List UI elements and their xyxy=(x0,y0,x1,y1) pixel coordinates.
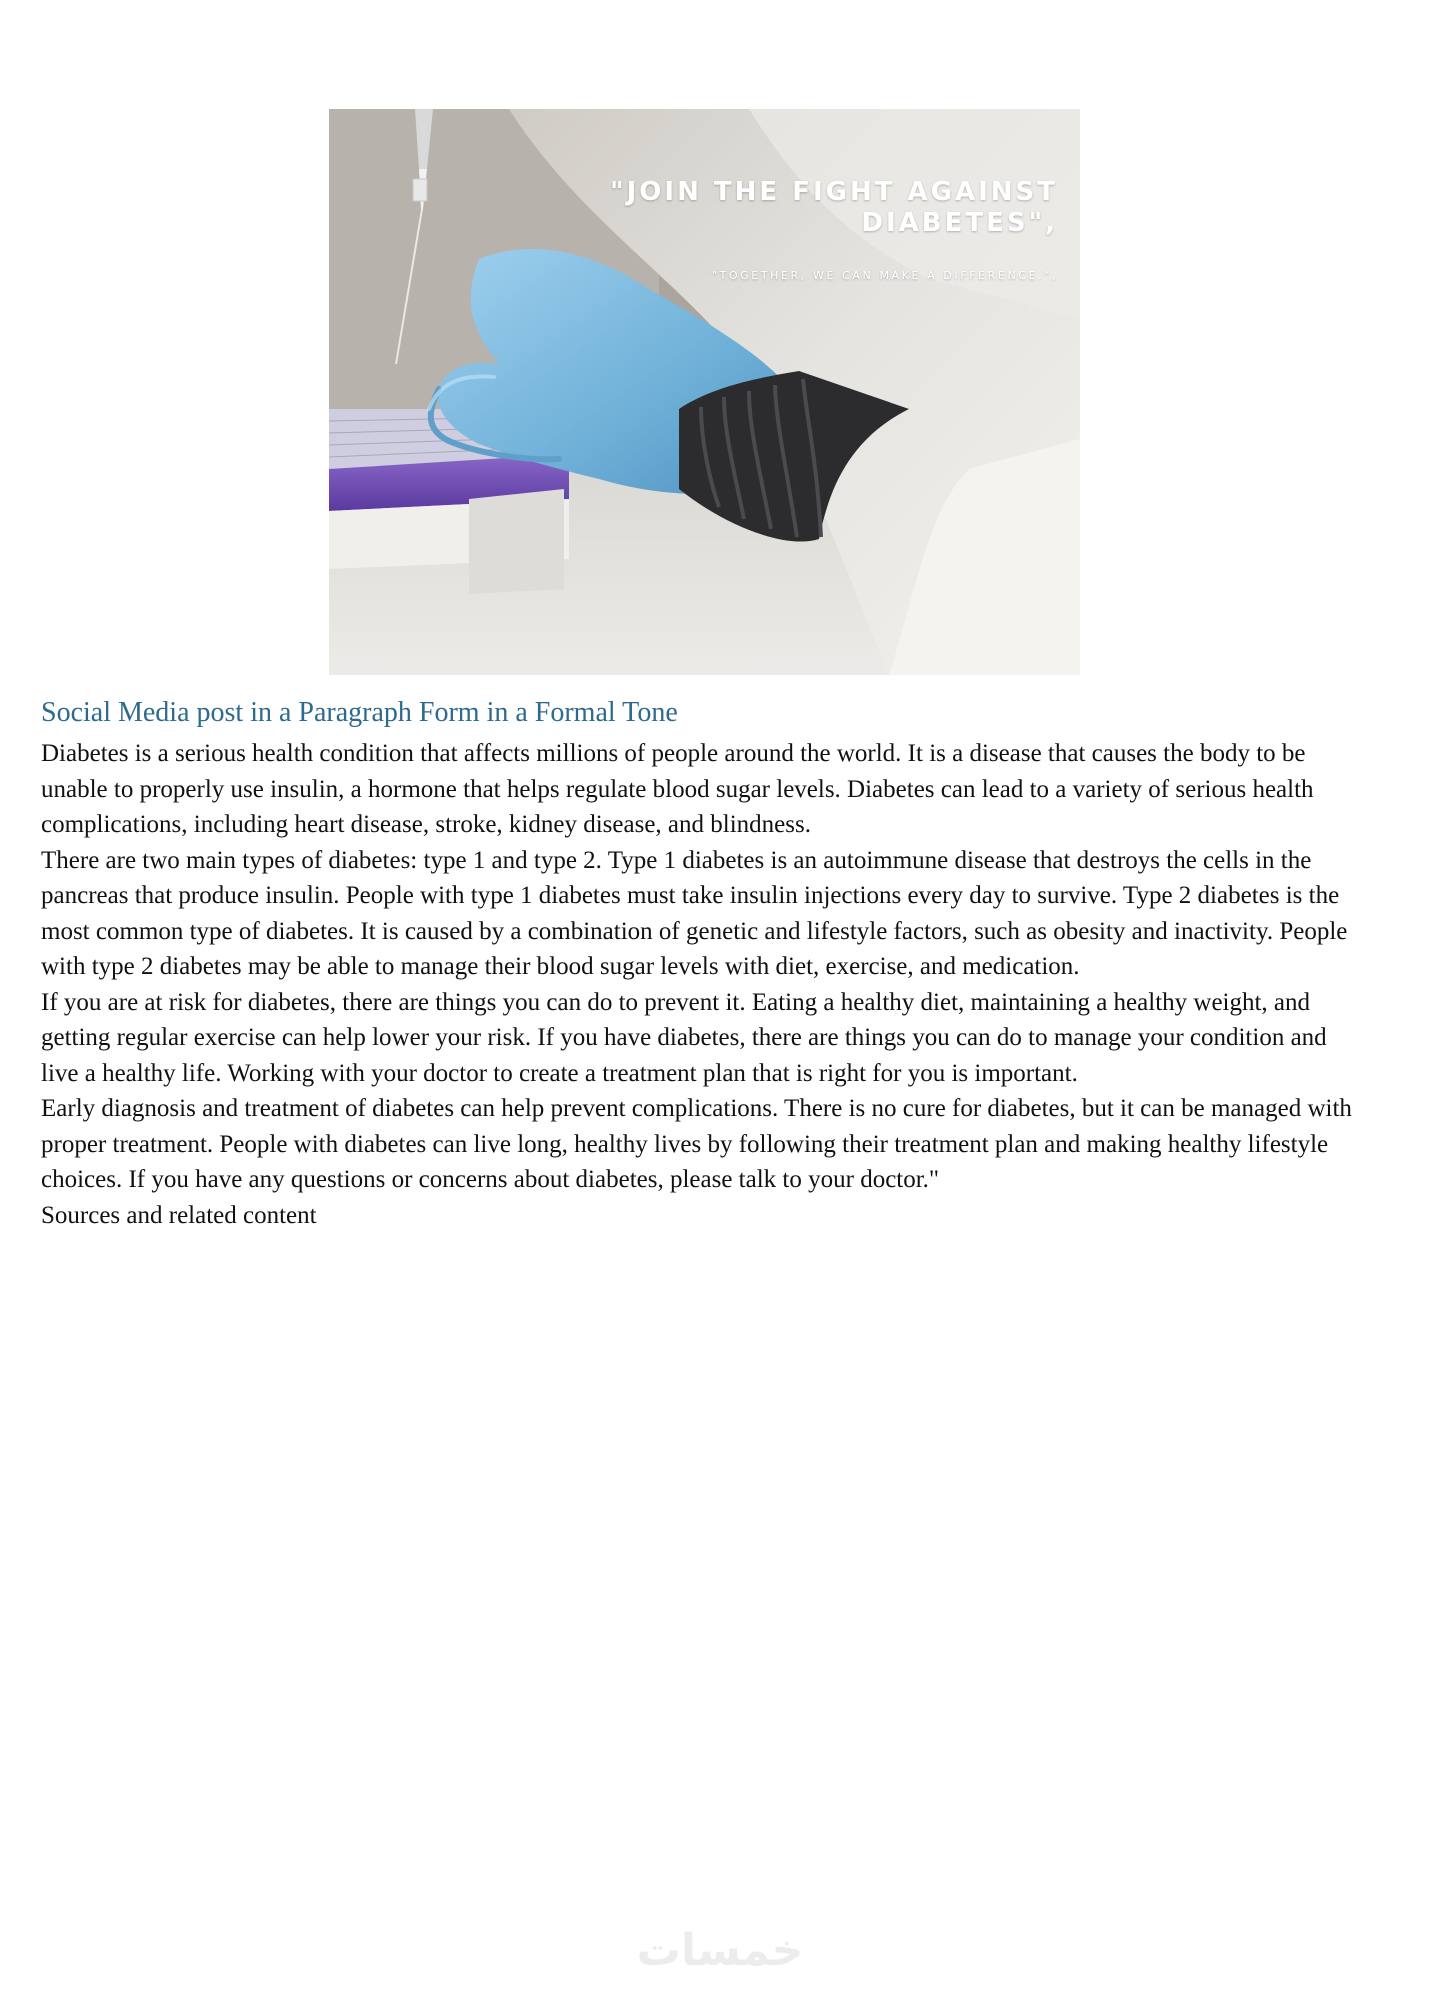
article xyxy=(41,694,1361,1233)
watermark-logo: خمسات xyxy=(636,1925,804,1976)
paragraph-treatment: Early diagnosis and treatment of diabetes can help prevent complications. There is no cure for diabetes, but it can be managed with proper treatment. People with diabetes can live long, healthy lives by following their treatment plan and making healthy lifestyle choices. If you have any questions or concerns about diabetes, please talk to your doctor." xyxy=(41,1095,1352,1193)
sources-label: Sources and related content xyxy=(41,1201,317,1229)
hero-image xyxy=(329,109,1080,675)
paragraph-types: There are two main types of diabetes: type 1 and type 2. Type 1 diabetes is an autoimmune disease that destroys the cells in the pancreas that produce insulin. People with type 1 diabetes must take insulin injections every day to survive. Type 2 diabetes is the most common type of diabetes. It is caused by a combination of genetic and lifestyle factors, such as obesity and inactivity. People with type 2 diabetes may be able to manage their blood sugar levels with diet, exercise, and medication. xyxy=(41,846,1348,980)
hero-subtitle: "TOGETHER, WE CAN MAKE A DIFFERENCE.", xyxy=(711,269,1058,282)
paragraph-intro: Diabetes is a serious health condition that affects millions of people around the world. It is a disease that causes the body to be unable to properly use insulin, a hormone that helps regulate blood sugar levels. Diabetes can lead to a variety of serious health complications, including heart disease, stroke, kidney disease, and blindness. xyxy=(41,740,1314,838)
hero-title: "JOIN THE FIGHT AGAINST DIABETES", xyxy=(610,177,1058,238)
paragraph-prevention: If you are at risk for diabetes, there are things you can do to prevent it. Eating a healthy diet, maintaining a healthy weight, and getting regular exercise can help lower your risk. If you have diabetes, there are things you can do to manage your condition and live a healthy life. Working with your doctor to create a treatment plan that is right for you is important. xyxy=(41,988,1327,1087)
article-heading: Social Media post in a Paragraph Form in a Formal Tone xyxy=(41,697,678,728)
